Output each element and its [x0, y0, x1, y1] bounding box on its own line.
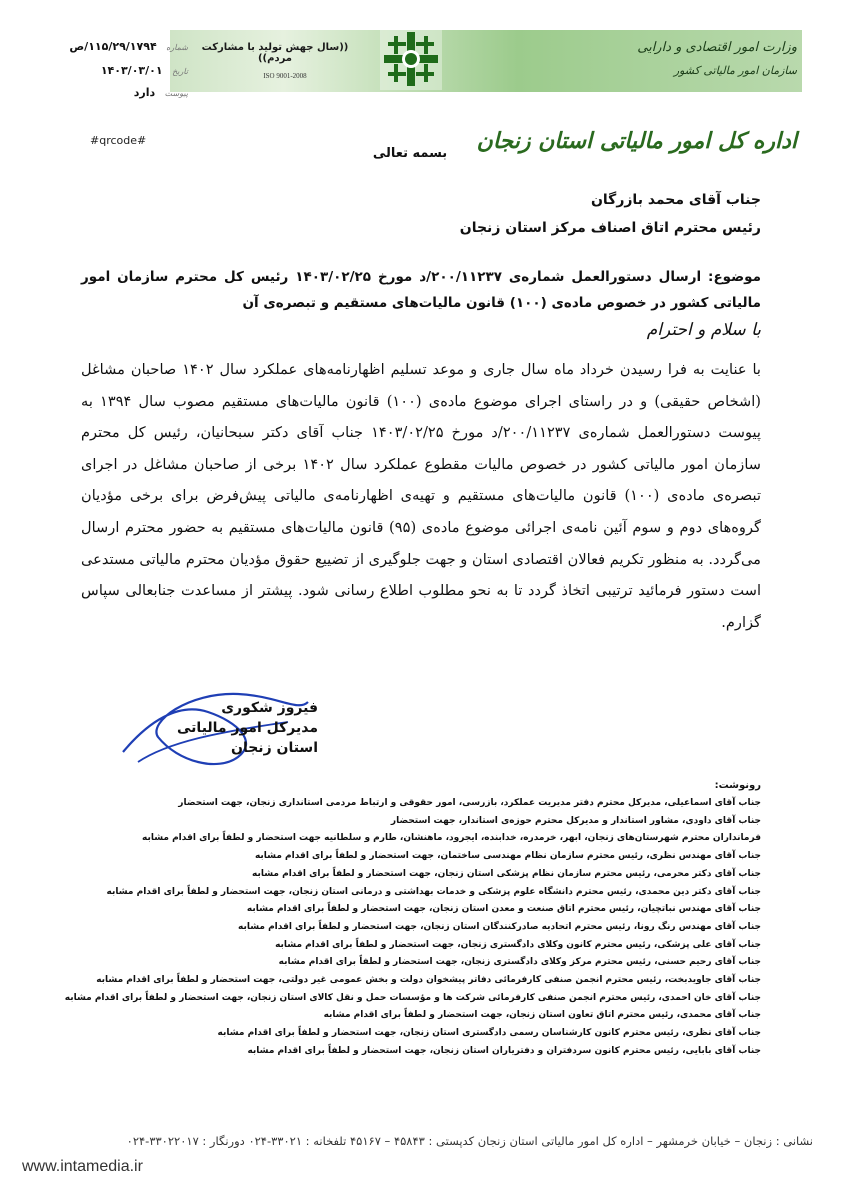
- attachment-label: پیوست: [164, 89, 188, 98]
- letter-number: [18, 40, 188, 53]
- signer-name: فیروز شکوری: [221, 700, 318, 716]
- date-value: ۱۴۰۳/۰۳/۰۱: [100, 64, 163, 77]
- signer-role: مدیرکل امور مالیاتی: [177, 720, 318, 736]
- number-value: ۱۱۵/۲۹/۱۷۹۴/ص: [69, 40, 157, 53]
- qrcode-placeholder: #qrcode#: [90, 134, 147, 147]
- recipient-title: رئیس محترم اتاق اصناف مرکز استان زنجان: [459, 220, 761, 236]
- ministry-name: وزارت امور اقتصادی و دارایی: [637, 40, 797, 55]
- cc-item: جناب آقای رحیم حسنی، رئیس محترم مرکز وکلای دادگستری زنجان، جهت استحضار و لطفاً برای اقدام مشابه: [278, 957, 761, 968]
- cc-item: فرمانداران محترم شهرستان‌های زنجان، ابهر، خرمدره، خدابنده، ایجرود، ماهنشان، طارم و سلطانیه جهت استحضار و لطفاً برای اقدام مشابه: [142, 833, 761, 844]
- organization-name: سازمان امور مالیاتی کشور: [673, 64, 797, 77]
- number-label: شماره: [166, 43, 188, 52]
- attachment-value: دارد: [133, 86, 156, 99]
- cc-item: جناب آقای داودی، مشاور استاندار و مدیرکل محترم حوزه‌ی استاندار، جهت استحضار: [390, 815, 761, 826]
- cc-item: جناب آقای مهندس رنگ رونا، رئیس محترم اتحادیه صادرکنندگان استان زنجان، جهت استحضار و لطفاً برای اقدام مشابه: [237, 921, 761, 932]
- recipient-name: جناب آقای محمد بازرگان: [590, 192, 761, 208]
- letter-attachment: [18, 86, 188, 99]
- signer-province: استان زنجان: [231, 740, 318, 756]
- cc-item: جناب آقای محمدی، رئیس محترم اتاق تعاون استان زنجان، جهت استحضار و لطفاً برای اقدام مشابه: [323, 1010, 761, 1021]
- cc-item: جناب آقای دکتر دین محمدی، رئیس محترم دانشگاه علوم پزشکی و خدمات بهداشتی و درمانی استان زنجان، جهت استحضار و لطفاً برای اقدام مشابه: [106, 886, 761, 897]
- greeting: با سلام و احترام: [646, 320, 761, 340]
- iso-label: ISO 9001-2008: [263, 72, 307, 80]
- slogan: ((سال جهش تولید با مشارکت مردم)): [201, 42, 349, 64]
- subject-line: موضوع: ارسال دستورالعمل شماره‌ی ۲۰۰/۱۱۲۳۷/د مورخ ۱۴۰۳/۰۲/۲۵ رئیس کل محترم سازمان امور مالیاتی کشور در خصوص ماده‌ی (۱۰۰) قانون مالیات‌های مستقیم و تبصره‌ی آن: [81, 269, 762, 311]
- date-label: تاریخ: [172, 67, 188, 76]
- letter-body: با عنایت به فرا رسیدن خرداد ماه سال جاری و موعد تسلیم اظهارنامه‌های عملکرد سال ۱۴۰۲ صاحبان مشاغل (اشخاص حقیقی) و در راستای اجرای موضوع ماده‌ی (۱۰۰) قانون مالیات‌های مستقیم مصوب سال ۱۳۹۴ به پیوست دستورالعمل شماره‌ی ۲۰۰/۱۱۲۳۷/د مورخ ۱۴۰۳/۰۲/۲۵ جناب آقای دکتر سبحانیان، رئیس کل محترم سازمان امور مالیاتی کشور در خصوص مالیات مقطوع عملکرد سال ۱۴۰۲ برخی از صاحبان مشاغل در اجرای تبصره‌ی ماده‌ی (۱۰۰) قانون مالیات‌های مستقیم و تهیه‌ی اظهارنامه‌ی مالیاتی پیش‌فرض برای برخی مؤدیان گروه‌های دوم و سوم آئین نامه‌ی اجرائی موضوع ماده‌ی (۹۵) قانون مالیات‌های مستقیم به حضور محترم ارسال می‌گردد. به منظور تکریم فعالان اقتصادی استان و جهت جلوگیری از تضییع حقوق مؤدیان محترم مالیاتی مستدعی است دستور فرمائید ترتیبی اتخاذ گردد تا به نحو مطلوب اطلاع رسانی شود. پیشتر از مساعدت جنابعالی سپاس گزارم.: [81, 361, 762, 631]
- cc-item: جناب آقای نظری، رئیس محترم کانون کارشناسان رسمی دادگستری استان زنجان، جهت استحضار و لطفاً برای اقدام مشابه: [217, 1028, 761, 1039]
- cc-item: جناب آقای خان احمدی، رئیس محترم انجمن صنفی کارفرمائی شرکت ها و مؤسسات حمل و نقل کالای استان زنجان، جهت استحضار و لطفاً برای اقدام مشابه: [64, 992, 761, 1003]
- footer-address: نشانی : زنجان – خیابان خرمشهر – اداره کل امور مالیاتی استان زنجان کدپستی : ۴۵۸۴۳ – ۴۵۱۶۷ تلفخانه : ۳۳۰۲۱-۰۲۴ دورنگار : ۳۳۰۲۲۰۱۷-۰۲۴: [126, 1134, 813, 1148]
- cc-item: جناب آقای دکتر محرمی، رئیس محترم سازمان نظام پزشکی استان زنجان، جهت استحضار و لطفاً برای اقدام مشابه: [252, 868, 761, 879]
- cc-item: جناب آقای علی پزشکی، رئیس محترم کانون وکلای دادگستری زنجان، جهت استحضار و لطفاً برای اقدام مشابه: [275, 939, 761, 950]
- cc-list: [41, 795, 761, 1061]
- cc-item: جناب آقای مهندس نباتچیان، رئیس محترم اتاق صنعت و معدن استان زنجان، جهت استحضار و لطفاً برای اقدام مشابه: [246, 904, 761, 915]
- cc-item: جناب آقای مهندس نظری، رئیس محترم سازمان نظام مهندسی ساختمان، جهت استحضار و لطفاً برای اقدام مشابه: [254, 851, 761, 862]
- signature-block: [118, 682, 318, 772]
- tax-emblem-icon: [380, 28, 442, 90]
- cc-item: جناب آقای بابایی، رئیس محترم کانون سردفتران و دفتریاران استان زنجان، جهت استحضار و لطفاً برای اقدام مشابه: [247, 1045, 761, 1056]
- letter-date: [18, 64, 188, 77]
- cc-item: جناب آقای جاویدبخت، رئیس محترم انجمن صنفی کارفرمائی دفاتر پیشخوان دولت و بخش عمومی غیر دولتی، جهت استحضار و لطفاً برای اقدام مشابه: [96, 975, 761, 986]
- cc-title: رونوشت:: [714, 780, 761, 791]
- office-title: اداره کل امور مالیاتی استان زنجان: [476, 128, 797, 154]
- cc-item: جناب آقای اسماعیلی، مدیرکل محترم دفتر مدیریت عملکرد، بازرسی، امور حقوقی و ارتباط مردمی استانداری زنجان، جهت استحضار: [178, 798, 761, 808]
- footer-website: www.intamedia.ir: [22, 1158, 143, 1175]
- invocation: بسمه تعالی: [372, 146, 448, 161]
